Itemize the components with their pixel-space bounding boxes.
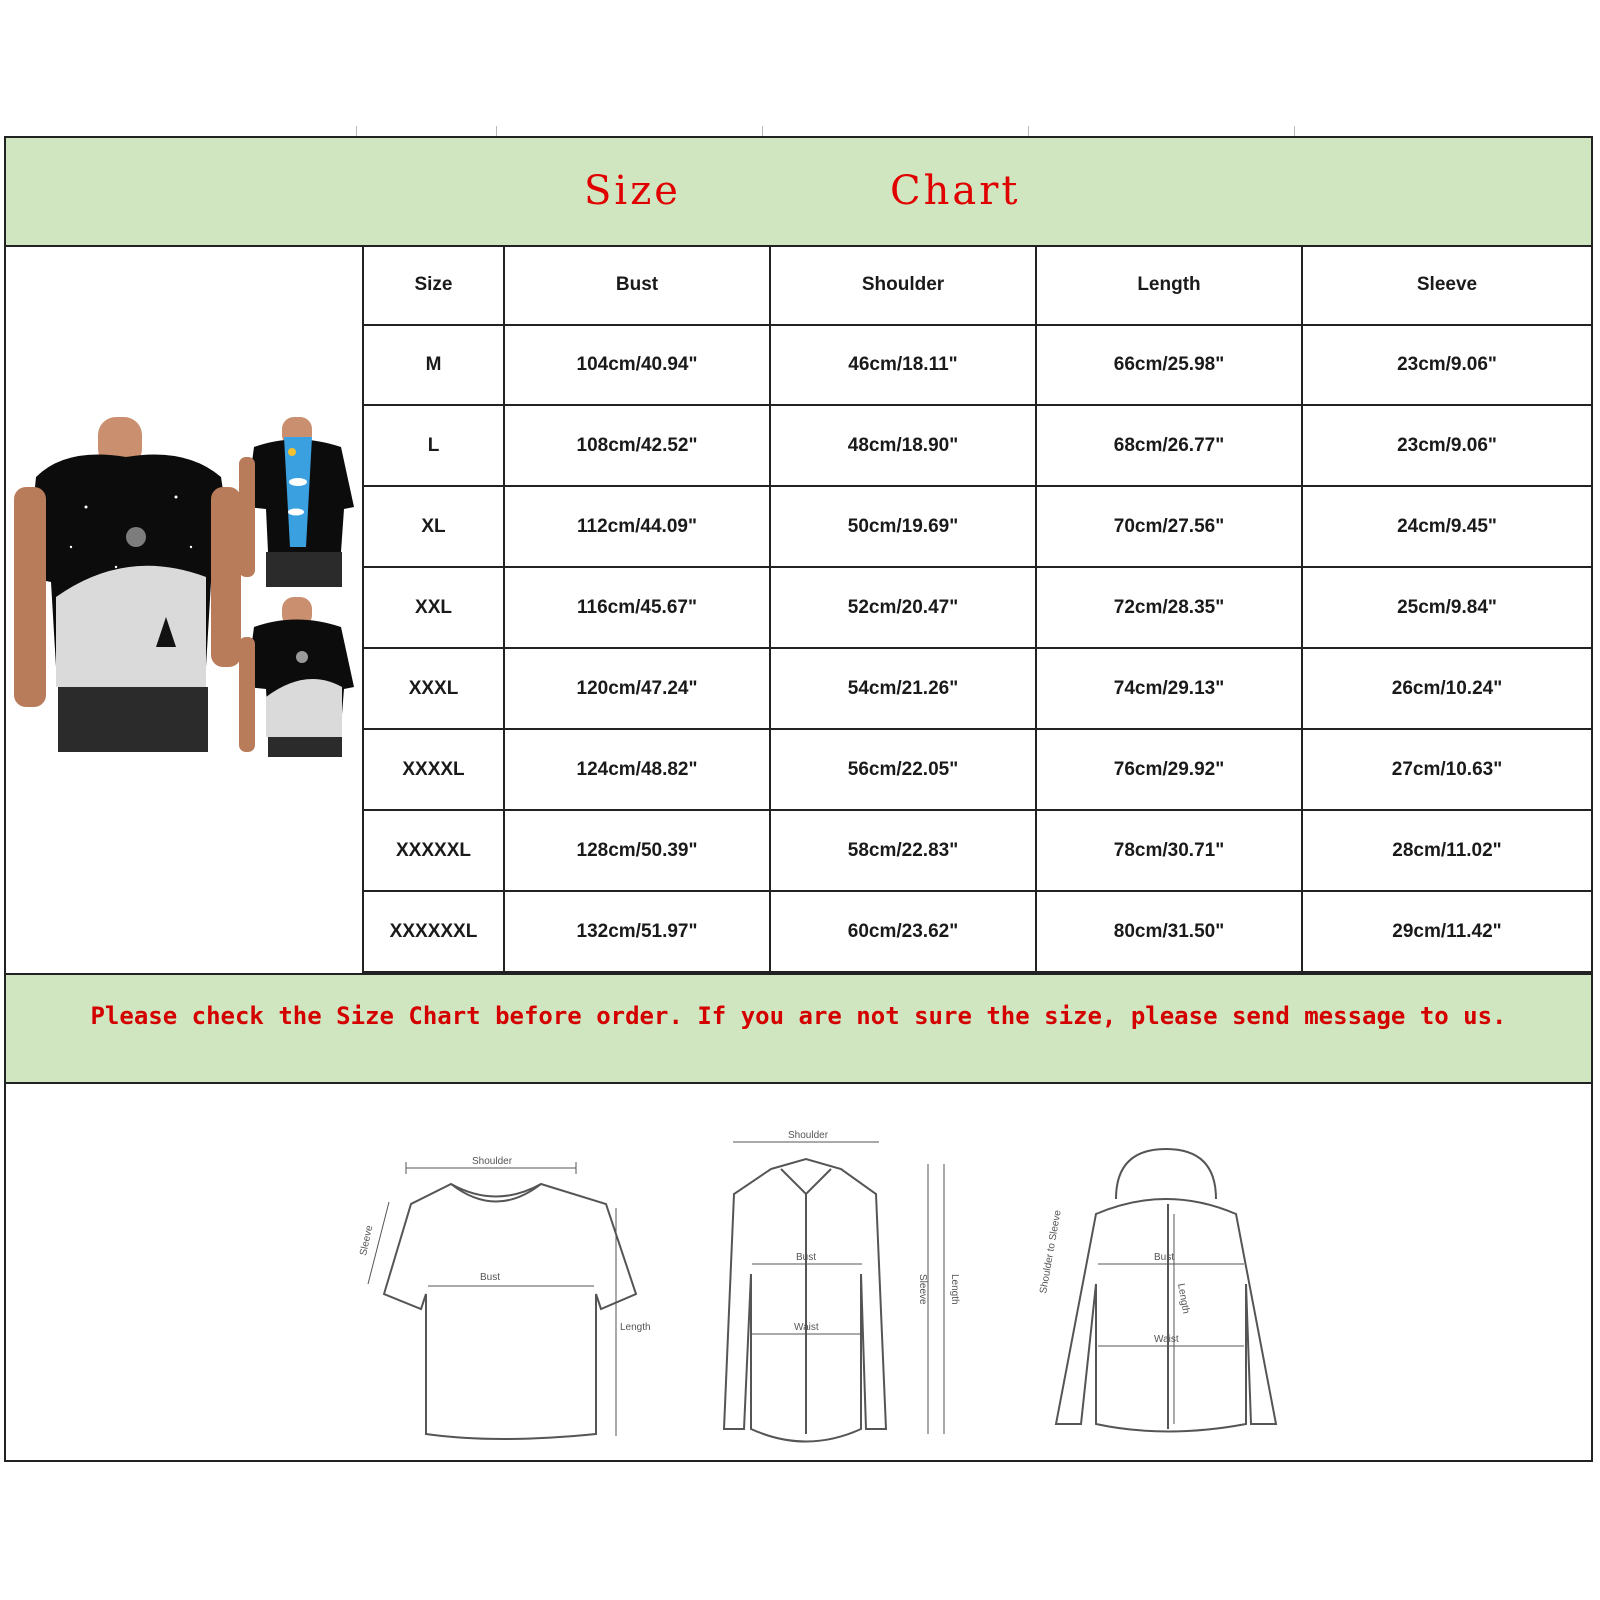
cell-sleeve: 25cm/9.84" xyxy=(1302,567,1591,648)
hoodie-length-label: Length xyxy=(1175,1282,1192,1315)
cell-shoulder: 48cm/18.90" xyxy=(770,405,1036,486)
cell-shoulder: 52cm/20.47" xyxy=(770,567,1036,648)
shirt-length-label: Length xyxy=(949,1274,960,1305)
table-row xyxy=(364,405,1591,486)
cell-length: 70cm/27.56" xyxy=(1036,486,1302,567)
cell-sleeve: 27cm/10.63" xyxy=(1302,729,1591,810)
grid-mark xyxy=(1028,126,1029,136)
title-word-size: Size xyxy=(584,168,681,214)
table-row xyxy=(364,891,1591,972)
notice-banner xyxy=(6,973,1591,1084)
cell-bust: 124cm/48.82" xyxy=(504,729,770,810)
table-row xyxy=(364,325,1591,406)
measurement-diagrams xyxy=(6,1084,1591,1460)
title-bar xyxy=(6,138,1591,247)
cell-size: XXXL xyxy=(364,648,504,729)
table-row xyxy=(364,486,1591,567)
cell-length: 68cm/26.77" xyxy=(1036,405,1302,486)
cell-size: XXXXXL xyxy=(364,810,504,891)
cell-size: XXXXL xyxy=(364,729,504,810)
cell-bust: 104cm/40.94" xyxy=(504,325,770,406)
cell-shoulder: 58cm/22.83" xyxy=(770,810,1036,891)
title-word-chart: Chart xyxy=(890,168,1021,214)
cell-size: XXXXXXL xyxy=(364,891,504,972)
product-photo-illustration xyxy=(6,247,362,973)
cell-sleeve: 24cm/9.45" xyxy=(1302,486,1591,567)
shirt-diagram xyxy=(724,1142,944,1442)
hoodie-shoulder-to-sleeve-label: Shoulder to Sleeve xyxy=(1038,1209,1064,1295)
cell-bust: 132cm/51.97" xyxy=(504,891,770,972)
model-photo-small-top xyxy=(239,417,354,587)
table-row xyxy=(364,729,1591,810)
product-photos xyxy=(6,247,364,973)
tshirt-diagram xyxy=(368,1162,636,1439)
grid-mark xyxy=(762,126,763,136)
garment-diagrams xyxy=(6,1084,1591,1460)
header-sleeve: Sleeve xyxy=(1302,247,1591,325)
cell-length: 72cm/28.35" xyxy=(1036,567,1302,648)
cell-size: XXL xyxy=(364,567,504,648)
size-table xyxy=(364,247,1591,973)
model-photo-main xyxy=(14,417,241,752)
cell-length: 76cm/29.92" xyxy=(1036,729,1302,810)
cell-shoulder: 50cm/19.69" xyxy=(770,486,1036,567)
cell-size: M xyxy=(364,325,504,406)
cell-length: 74cm/29.13" xyxy=(1036,648,1302,729)
cell-bust: 128cm/50.39" xyxy=(504,810,770,891)
model-photo-small-bottom xyxy=(239,597,354,757)
tshirt-sleeve-label: Sleeve xyxy=(358,1224,376,1257)
tshirt-shoulder-label: Shoulder xyxy=(472,1156,513,1167)
cell-bust: 108cm/42.52" xyxy=(504,405,770,486)
cell-bust: 116cm/45.67" xyxy=(504,567,770,648)
header-length: Length xyxy=(1036,247,1302,325)
shirt-shoulder-label: Shoulder xyxy=(788,1130,829,1141)
size-chart-frame xyxy=(4,136,1593,1462)
notice-text: Please check the Size Chart before order. If you are not sure the size, please send message to us. xyxy=(90,1002,1507,1030)
cell-shoulder: 60cm/23.62" xyxy=(770,891,1036,972)
cell-shoulder: 54cm/21.26" xyxy=(770,648,1036,729)
header-shoulder: Shoulder xyxy=(770,247,1036,325)
cell-sleeve: 23cm/9.06" xyxy=(1302,325,1591,406)
grid-mark xyxy=(356,126,357,136)
cell-bust: 120cm/47.24" xyxy=(504,648,770,729)
cell-length: 66cm/25.98" xyxy=(1036,325,1302,406)
grid-mark xyxy=(496,126,497,136)
cell-sleeve: 26cm/10.24" xyxy=(1302,648,1591,729)
table-row xyxy=(364,810,1591,891)
table-row xyxy=(364,648,1591,729)
tshirt-length-label: Length xyxy=(620,1322,651,1333)
grid-mark xyxy=(1294,126,1295,136)
shirt-waist-label: Waist xyxy=(794,1322,819,1333)
hoodie-diagram xyxy=(1056,1149,1276,1432)
cell-sleeve: 29cm/11.42" xyxy=(1302,891,1591,972)
cell-size: L xyxy=(364,405,504,486)
cell-size: XL xyxy=(364,486,504,567)
cell-sleeve: 23cm/9.06" xyxy=(1302,405,1591,486)
cell-shoulder: 56cm/22.05" xyxy=(770,729,1036,810)
tshirt-bust-label: Bust xyxy=(480,1272,501,1283)
shirt-bust-label: Bust xyxy=(796,1252,817,1263)
hoodie-waist-label: Waist xyxy=(1154,1334,1179,1345)
shirt-sleeve-label: Sleeve xyxy=(917,1274,928,1305)
table-row xyxy=(364,567,1591,648)
cell-sleeve: 28cm/11.02" xyxy=(1302,810,1591,891)
hoodie-bust-label: Bust xyxy=(1154,1252,1175,1263)
header-size: Size xyxy=(364,247,504,325)
header-bust: Bust xyxy=(504,247,770,325)
table-header-row xyxy=(364,247,1591,325)
cell-bust: 112cm/44.09" xyxy=(504,486,770,567)
cell-length: 80cm/31.50" xyxy=(1036,891,1302,972)
cell-length: 78cm/30.71" xyxy=(1036,810,1302,891)
cell-shoulder: 46cm/18.11" xyxy=(770,325,1036,406)
